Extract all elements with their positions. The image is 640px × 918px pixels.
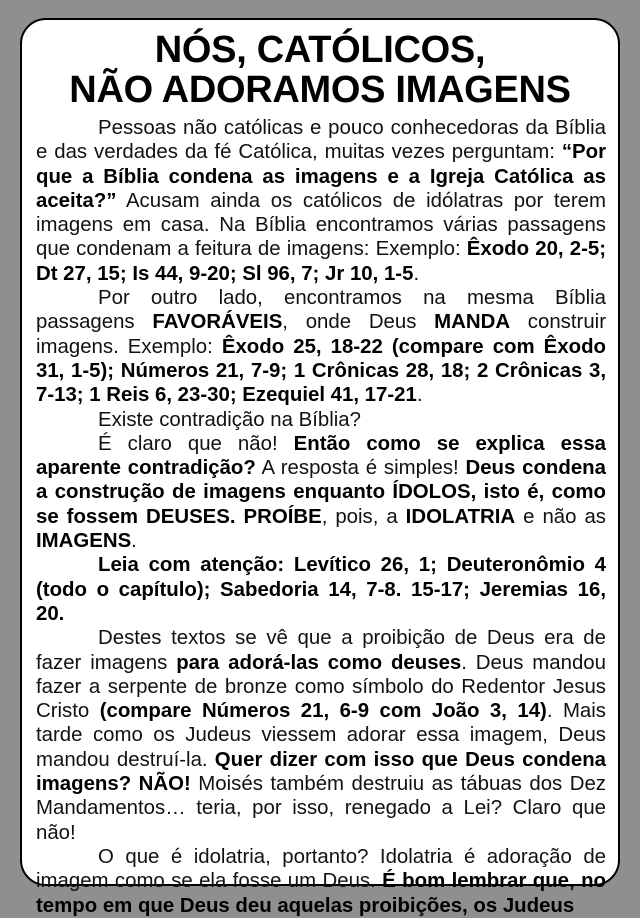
bold-text: Êxodo 20, 2-5; Dt 27, 15; Is 44, 9-20; Sl 96, 7; Jr 10, 1-5 xyxy=(36,238,607,285)
bold-text: Deus condena a construção de imagens enquanto ÍDOLOS, isto é, como se fossem DEUSES. PROÍBE xyxy=(36,457,606,528)
paragraph xyxy=(36,553,606,626)
bold-text: “Por que a Bíblia condena as imagens e a Igreja Católica as aceita?” xyxy=(36,141,606,212)
bold-text: Então como se explica essa aparente contradição? xyxy=(36,432,607,480)
paragraph xyxy=(36,845,606,918)
bold-text: Leia com atenção: Levítico 26, 1; Deuteronômio 4 (todo o capítulo); Sabedoria 14, 7-8. 15-17; Jeremias 16, 20. xyxy=(36,554,606,625)
bold-text: (compare Números 21, 6-9 com João 3, 14) xyxy=(99,700,547,723)
body-text xyxy=(36,116,606,918)
text-run: e não as xyxy=(515,505,606,528)
bold-text: FAVORÁVEIS xyxy=(152,311,283,334)
text-run: Existe contradição na Bíblia? xyxy=(98,408,361,431)
text-run: O que é idolatria, portanto? Idolatria é adoração de imagem como se ela fosse um Deus. xyxy=(36,845,606,893)
paragraph xyxy=(36,408,606,432)
title-line-1: NÓS, CATÓLICOS, xyxy=(154,29,486,71)
bold-text: É bom lembrar que, no tempo em que Deus deu aquelas proibições, os Judeus xyxy=(36,870,606,917)
title-line-2: NÃO ADORAMOS IMAGENS xyxy=(69,69,571,111)
text-run: Acusam ainda os católicos de idólatras por terem imagens em casa. Na Bíblia encontramos várias passagens que condenam a feitura de imagens: Exemplo: xyxy=(36,189,606,261)
paragraph xyxy=(36,432,606,553)
text-run: . xyxy=(131,530,137,553)
text-run: , pois, a xyxy=(321,505,406,528)
text-run: A resposta é simples! xyxy=(255,457,466,480)
bold-text: Êxodo 25, 18-22 (compare com Êxodo 31, 1-5); Números 21, 7-9; 1 Crônicas 28, 18; 2 Crônicas 3, 7-13; 1 Reis 6, 23-30; Ezequiel 41, 17-21 xyxy=(36,335,606,407)
paragraph xyxy=(36,626,606,845)
paragraph xyxy=(36,286,606,407)
text-run: . Mais tarde como os Judeus viessem adorar essa imagem, Deus mandou destruí-la. xyxy=(36,700,606,771)
text-run: Por outro lado, encontramos na mesma Bíblia passagens xyxy=(36,287,606,334)
text-run: É claro que não! xyxy=(98,432,294,455)
text-run: Pessoas não católicas e pouco conhecedoras da Bíblia e das verdades da fé Católica, muitas vezes perguntam: xyxy=(36,117,606,164)
text-run: Destes textos se vê que a proibição de Deus era de fazer imagens xyxy=(36,627,606,674)
bold-text: para adorá-las como deuses xyxy=(176,651,462,674)
text-run: . Deus mandou fazer a serpente de bronze como símbolo do Redentor Jesus Cristo xyxy=(36,651,606,723)
text-run: . xyxy=(413,262,420,285)
text-run: , onde Deus xyxy=(282,311,435,334)
bold-text: IDOLATRIA xyxy=(405,505,516,528)
bold-text: MANDA xyxy=(434,311,511,334)
text-run: construir imagens. Exemplo: xyxy=(36,311,606,358)
text-run: . xyxy=(416,384,423,407)
page-title xyxy=(22,30,618,110)
paragraph xyxy=(36,116,606,286)
bold-text: IMAGENS xyxy=(36,530,132,553)
text-run: Moisés também destruiu as tábuas dos Dez Mandamentos… teria, por isso, renegado a Lei? Claro que não! xyxy=(36,773,606,844)
leaflet-card xyxy=(20,18,620,917)
bold-text: Quer dizer com isso que Deus condena imagens? NÃO! xyxy=(36,748,606,796)
